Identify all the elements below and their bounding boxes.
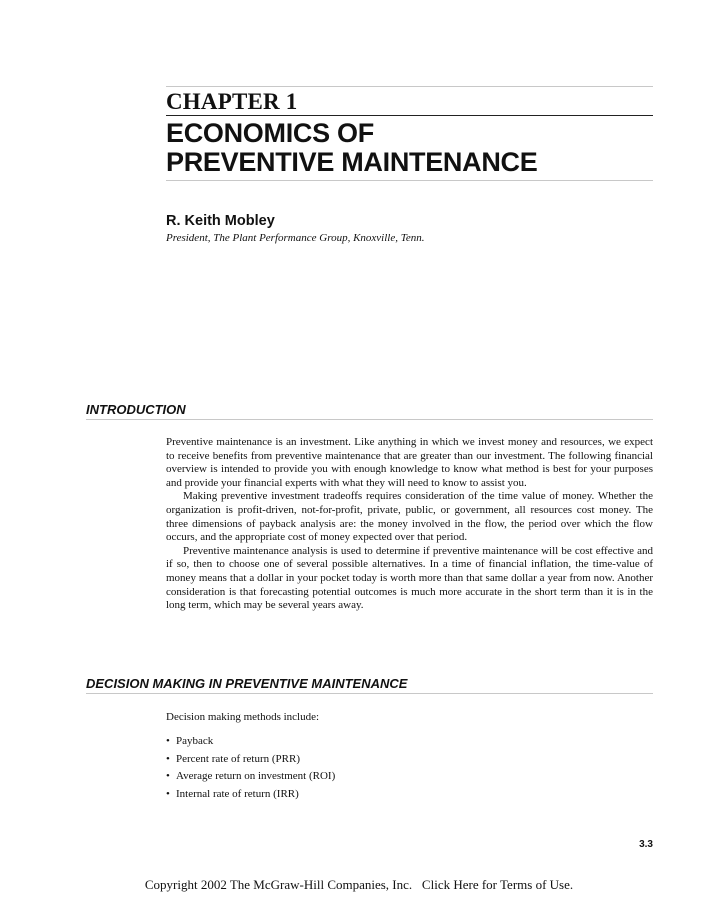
bullet-icon: • xyxy=(166,770,170,783)
decision-methods-list xyxy=(166,735,335,805)
section-heading-rule xyxy=(86,693,653,694)
author-affiliation: President, The Plant Performance Group, Knoxville, Tenn. xyxy=(166,232,425,244)
chapter-bottom-rule xyxy=(166,180,653,181)
terms-of-use-link[interactable]: Click Here for Terms of Use. xyxy=(421,877,574,892)
section-heading-decision-making xyxy=(86,676,653,694)
paragraph: Preventive maintenance analysis is used to determine if preventive maintenance will be cost effective and if so, then to choose one of several possible alternatives. In a time of financial inflation, the time-value of money means that a dollar in your pocket today is worth more than that same dollar a year from now. Another consideration is that forecasting potential outcomes is much more accurate in the short term than it is in the long term, which may be several years away. xyxy=(166,544,653,612)
bullet-icon: • xyxy=(166,752,170,765)
list-item-text: Average return on investment (ROI) xyxy=(176,770,336,783)
chapter-title-line: PREVENTIVE MAINTENANCE xyxy=(166,147,538,177)
list-item-text: Internal rate of return (IRR) xyxy=(176,787,299,800)
decision-methods-intro: Decision making methods include: xyxy=(166,711,320,723)
section-heading-text: DECISION MAKING IN PREVENTIVE MAINTENANCE xyxy=(86,676,408,691)
copyright-text: Copyright 2002 The McGraw-Hill Companies, Inc. xyxy=(144,877,413,892)
section-heading-introduction xyxy=(86,402,653,420)
page-number: 3.3 xyxy=(639,839,653,850)
author-name: R. Keith Mobley xyxy=(166,213,275,229)
chapter-top-rule xyxy=(166,86,653,87)
chapter-title-line: ECONOMICS OF xyxy=(166,118,374,148)
section-heading-rule xyxy=(86,419,653,420)
bullet-icon: • xyxy=(166,787,170,800)
chapter-divider xyxy=(166,115,653,116)
chapter-label: CHAPTER 1 xyxy=(166,89,298,114)
list-item-text: Percent rate of return (PRR) xyxy=(176,752,301,765)
paragraph: Making preventive investment tradeoffs requires consideration of the time value of money. Whether the organization is profit-driven, not-for-profit, private, public, or government, all resources cost money. The three dimensions of payback analysis are: the money involved in the flow, the period over which the flow occurs, and the appropriate cost of money expected over that period. xyxy=(166,490,653,544)
list-item xyxy=(166,770,335,788)
list-item xyxy=(166,753,335,771)
paragraph: Preventive maintenance is an investment. Like anything in which we invest money and resources, we expect to receive benefits from preventive maintenance that are greater than our investment. The following financial overview is intended to provide you with enough knowledge to know what method is best for your purposes and provide your financial experts with what they will need to know to assist you. xyxy=(166,436,653,489)
chapter-title xyxy=(166,119,653,177)
author-block xyxy=(166,212,653,245)
footer xyxy=(0,877,718,893)
introduction-body xyxy=(166,436,653,613)
list-item xyxy=(166,735,335,753)
bullet-icon: • xyxy=(166,735,170,747)
list-item xyxy=(166,788,335,806)
chapter-header xyxy=(166,86,653,181)
section-heading-text: INTRODUCTION xyxy=(86,402,186,417)
list-item-text: Payback xyxy=(176,735,214,747)
